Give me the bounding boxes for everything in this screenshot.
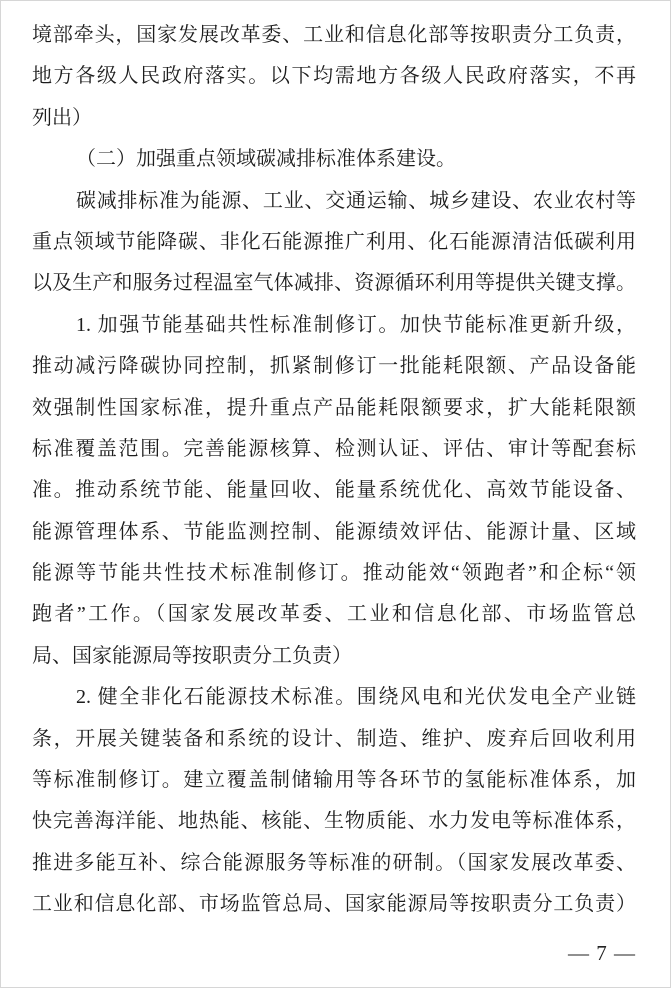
text-line: 跑者”工作。（国家发展改革委、工业和信息化部、市场监管总 (32, 603, 636, 626)
text-line: 等标准制修订。建立覆盖制储输用等各环节的氢能标准体系，加 (32, 769, 636, 792)
text-line: 碳减排标准为能源、工业、交通运输、城乡建设、农业农村等 (76, 189, 636, 212)
text-line: 局、国家能源局等按职责分工负责） (32, 644, 352, 667)
text-line: 能源管理体系、节能监测控制、能源绩效评估、能源计量、区域 (32, 520, 636, 543)
text-line: 推动减污降碳协同控制，抓紧制修订一批能耗限额、产品设备能 (32, 355, 636, 378)
text-line: 境部牵头，国家发展改革委、工业和信息化部等按职责分工负责， (32, 24, 636, 46)
text-line: 推进多能互补、综合能源服务等标准的研制。（国家发展改革委、 (32, 851, 636, 874)
text-line: 以及生产和服务过程温室气体减排、资源循环利用等提供关键支撑。 (32, 272, 636, 295)
text-line: （二）加强重点领域碳减排标准体系建设。 (76, 148, 456, 171)
text-line: 条，开展关键装备和系统的设计、制造、维护、废弃后回收利用 (32, 727, 636, 750)
text-line: 准。推动系统节能、能量回收、能量系统优化、高效节能设备、 (32, 479, 636, 502)
text-line: 能源等节能共性技术标准制修订。推动能效“领跑者”和企标“领 (32, 562, 636, 585)
text-line: 效强制性国家标准，提升重点产品能耗限额要求，扩大能耗限额 (32, 396, 636, 419)
text-line: 快完善海洋能、地热能、核能、生物质能、水力发电等标准体系， (32, 810, 636, 833)
text-line: 2. 健全非化石能源技术标准。围绕风电和光伏发电全产业链 (76, 686, 636, 709)
document-body (32, 15, 636, 926)
text-line: 标准覆盖范围。完善能源核算、检测认证、评估、审计等配套标 (32, 437, 636, 460)
text-line: 重点领域节能降碳、非化石能源推广利用、化石能源清洁低碳利用 (32, 230, 636, 253)
page-number: — 7 — (568, 941, 636, 965)
text-line: 工业和信息化部、市场监管总局、国家能源局等按职责分工负责） (32, 893, 636, 916)
text-line: 1. 加强节能基础共性标准制修订。加快节能标准更新升级， (76, 313, 636, 336)
text-line: 地方各级人民政府落实。以下均需地方各级人民政府落实，不再 (32, 65, 636, 88)
text-line: 列出） (32, 106, 92, 129)
